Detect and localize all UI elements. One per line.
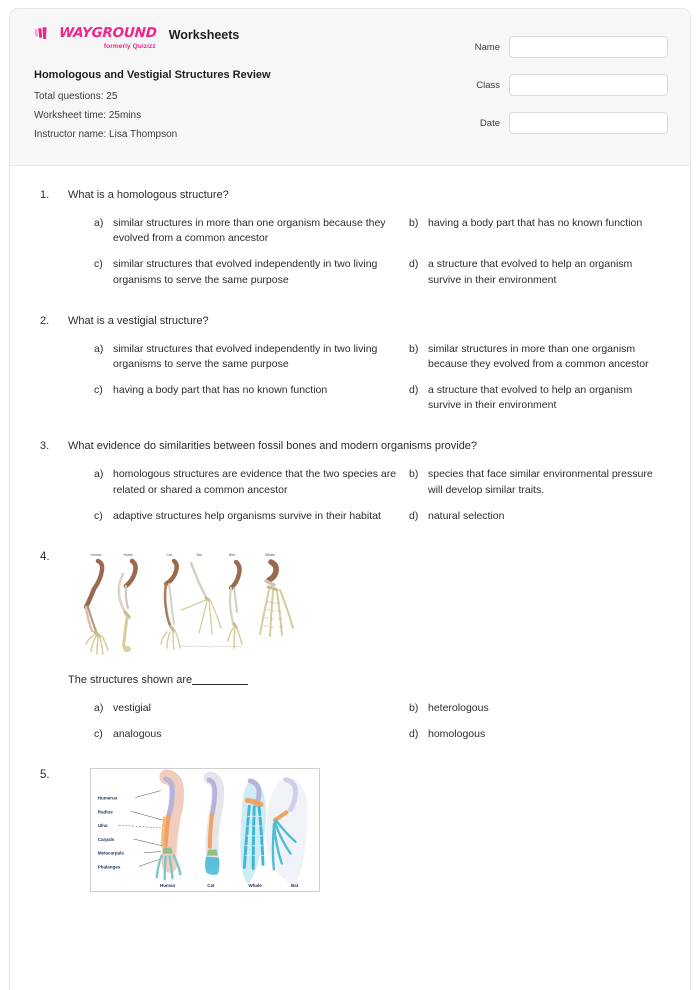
- logo-lockup: [34, 27, 157, 41]
- figure-credit: © 2012 Brooks/Cole Publishing, a division of Thomson Learning: [179, 645, 241, 648]
- option-b-text: similar structures in more than one organism because they evolved from a common ancestor: [428, 342, 649, 370]
- option-d[interactable]: [409, 727, 668, 742]
- cat-limb: [161, 561, 180, 649]
- questions-body: [10, 166, 690, 892]
- specimen-label-horse: Horse: [123, 552, 133, 557]
- question-1-number: 1.: [40, 189, 50, 201]
- option-b[interactable]: [409, 216, 668, 246]
- option-b[interactable]: [409, 701, 668, 716]
- option-c-text: analogous: [113, 728, 162, 740]
- option-b-key: b): [409, 216, 419, 229]
- option-d[interactable]: [409, 383, 668, 413]
- option-c-key: c): [94, 258, 103, 271]
- date-input[interactable]: [509, 112, 668, 134]
- name-field-label: Name: [474, 41, 500, 53]
- option-d-key: d): [409, 258, 419, 271]
- option-d-text: a structure that evolved to help an organism survive in their environment: [428, 384, 633, 412]
- option-a-key: a): [94, 342, 104, 355]
- question-1-text: What is a homologous structure?: [68, 189, 229, 201]
- class-field-label: Class: [476, 79, 500, 91]
- option-d[interactable]: [409, 509, 668, 524]
- worksheet-sheet: [9, 8, 691, 990]
- option-a-text: vestigial: [113, 701, 151, 714]
- question-2-text: What is a vestigial structure?: [68, 314, 209, 327]
- brand-row: [34, 26, 404, 50]
- option-c-text: similar structures that evolved independently in two living organisms to serve the same purpose: [113, 258, 378, 286]
- question-1: [34, 188, 668, 288]
- option-b-text: having a body part that has no known function: [428, 216, 643, 229]
- option-c-key: c): [94, 384, 103, 396]
- option-b-key: b): [409, 342, 419, 355]
- name-field-row: [448, 36, 668, 58]
- worksheets-label: Worksheets: [168, 28, 240, 42]
- worksheet-header: [10, 9, 690, 166]
- question-4: [34, 550, 668, 742]
- question-2-number: 2.: [40, 314, 50, 327]
- name-input[interactable]: [509, 36, 668, 58]
- question-2: [34, 314, 668, 414]
- specimen-label-bird: Bird: [228, 552, 236, 557]
- option-c[interactable]: [94, 383, 399, 413]
- option-a[interactable]: [94, 342, 399, 372]
- instructor-name-meta: Instructor name: Lisa Thompson: [34, 129, 178, 141]
- total-questions-meta: Total questions: 25: [34, 91, 118, 103]
- whale-limb: [260, 562, 293, 636]
- labeled-forelimb-bones-figure: [90, 768, 320, 892]
- date-field-label: Date: [479, 117, 500, 129]
- option-a-text: similar structures that evolved independently in two living organisms to serve the same purpose: [113, 342, 378, 370]
- option-a-text: similar structures in more than one organism because they evolved from a common ancestor: [113, 216, 386, 245]
- option-c[interactable]: [94, 727, 399, 742]
- question-5: [34, 768, 668, 892]
- option-a-key: a): [94, 468, 104, 481]
- wayground-mark-icon: [34, 27, 56, 40]
- bone-label-humerus: Humerus: [97, 795, 118, 801]
- header-left-column: [34, 26, 404, 140]
- logo-wordmark: WAYGROUND: [58, 25, 158, 41]
- wayground-logo[interactable]: [34, 26, 157, 50]
- option-b-text: species that face similar environmental pressure will develop similar traits.: [428, 468, 653, 496]
- option-b[interactable]: [409, 467, 668, 497]
- option-c-text: adaptive structures help organisms survive in their habitat: [113, 509, 381, 522]
- question-5-number: 5.: [40, 769, 50, 782]
- specimen-label-cat: Cat: [166, 552, 172, 557]
- option-a[interactable]: [94, 216, 399, 246]
- specimen-label-cat: Cat: [207, 883, 215, 889]
- question-4-prompt: [68, 673, 668, 688]
- bone-label-phalanges: Phalanges: [97, 864, 121, 870]
- specimen-label-whale: Whale: [248, 883, 262, 889]
- option-d-key: d): [409, 509, 419, 522]
- limb-skeletons-illustration: [70, 550, 305, 660]
- date-field-row: [448, 112, 668, 134]
- option-d-key: d): [409, 728, 419, 740]
- forelimb-bones-illustration: [91, 769, 319, 891]
- option-c-text: having a body part that has no known function: [113, 384, 328, 396]
- question-3-options: [68, 467, 668, 524]
- question-2-options: [68, 342, 668, 414]
- question-1-options: [68, 216, 668, 288]
- question-4-number: 4.: [40, 550, 50, 563]
- option-d[interactable]: [409, 257, 668, 287]
- option-d-key: d): [409, 384, 419, 396]
- comparative-limb-skeletons-figure: [70, 550, 305, 660]
- class-field-row: [448, 74, 668, 96]
- question-4-prompt-text: The structures shown are: [68, 673, 193, 686]
- bat-limb: [181, 563, 221, 634]
- question-3-text: What evidence do similarities between fossil bones and modern organisms provide?: [68, 440, 478, 453]
- option-c[interactable]: [94, 257, 399, 287]
- specimen-label-human: Human: [90, 552, 102, 557]
- bone-label-metacarpals: Metacarpals: [97, 850, 124, 856]
- option-b-text: heterologous: [428, 701, 489, 714]
- bone-label-carpals: Carpals: [97, 837, 115, 843]
- horse-limb: [119, 561, 136, 652]
- logo-sublabel: formerly Quizizz: [103, 42, 156, 50]
- question-3: [34, 439, 668, 524]
- specimen-label-whale: Whale: [265, 552, 275, 557]
- student-info-fields: [448, 26, 668, 134]
- human-limb: [86, 561, 108, 654]
- worksheet-title: Homologous and Vestigial Structures Review: [34, 68, 271, 81]
- option-a-key: a): [94, 216, 104, 229]
- option-c-key: c): [94, 509, 103, 522]
- option-d-text: a structure that evolved to help an organism survive in their environment: [428, 258, 633, 286]
- worksheet-time-meta: Worksheet time: 25mins: [34, 110, 142, 122]
- option-c-key: c): [94, 728, 103, 740]
- option-b-key: b): [409, 701, 419, 714]
- option-c[interactable]: [94, 509, 399, 524]
- option-a-key: a): [94, 701, 104, 714]
- option-a[interactable]: [94, 701, 399, 716]
- bone-label-radius: Radius: [97, 809, 113, 815]
- question-4-options: [68, 701, 668, 742]
- specimen-label-bat: Bat: [196, 552, 202, 557]
- specimen-label-human: Human: [159, 883, 176, 889]
- bird-limb: [228, 562, 242, 648]
- question-3-number: 3.: [40, 440, 50, 453]
- bone-label-ulna: Ulna: [97, 823, 108, 829]
- option-d-text: homologous: [428, 728, 486, 740]
- class-input[interactable]: [509, 74, 668, 96]
- option-a[interactable]: [94, 467, 399, 497]
- answer-blank[interactable]: [192, 673, 248, 685]
- option-d-text: natural selection: [428, 509, 505, 522]
- specimen-label-bat: Bat: [290, 883, 299, 889]
- option-b-key: b): [409, 468, 419, 481]
- option-a-text: homologous structures are evidence that the two species are related or shared a common ancestor: [113, 468, 397, 496]
- option-b[interactable]: [409, 342, 668, 372]
